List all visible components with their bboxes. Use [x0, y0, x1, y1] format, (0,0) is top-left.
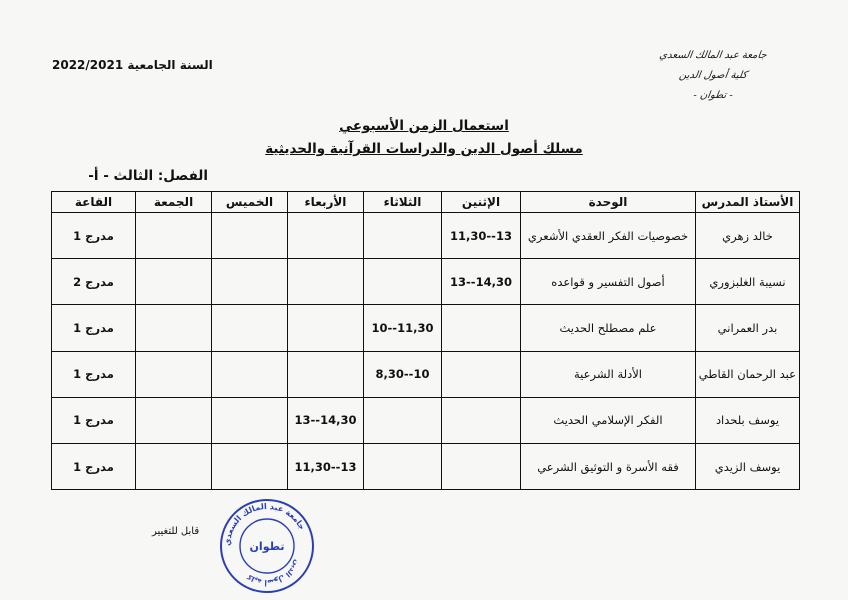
cell-wednesday: [288, 213, 364, 259]
column-header-wednesday: الأربعاء: [288, 192, 364, 213]
column-header-monday: الإثنين: [442, 192, 521, 213]
column-header-unit: الوحدة: [521, 192, 696, 213]
stamp-center-text: تطوان: [249, 540, 285, 553]
cell-friday: [136, 443, 212, 489]
cell-monday: [442, 351, 521, 397]
column-header-teacher: الأستاذ المدرس: [696, 192, 800, 213]
cell-thursday: [212, 259, 288, 305]
table-row: [52, 351, 800, 397]
cell-unit: خصوصيات الفكر العقدي الأشعري: [521, 213, 696, 259]
cell-wednesday: [288, 305, 364, 351]
handwritten-line-faculty: كلية أصول الدين: [678, 70, 748, 81]
cell-friday: [136, 351, 212, 397]
table-row: [52, 259, 800, 305]
page-title: استعمال الزمن الأسبوعي: [339, 118, 509, 134]
cell-unit: أصول التفسير و قواعده: [521, 259, 696, 305]
column-header-hall: القاعة: [52, 192, 136, 213]
cell-monday: 11,30--13: [442, 213, 521, 259]
cell-unit: الأدلة الشرعية: [521, 351, 696, 397]
cell-thursday: [212, 397, 288, 443]
column-header-friday: الجمعة: [136, 192, 212, 213]
academic-year: السنة الجامعية 2022/2021: [52, 58, 213, 72]
cell-thursday: [212, 443, 288, 489]
column-header-tuesday: الثلاثاء: [364, 192, 442, 213]
handwritten-line-city: - تطوان -: [692, 90, 734, 101]
cell-unit: الفكر الإسلامي الحديث: [521, 397, 696, 443]
cell-monday: [442, 443, 521, 489]
cell-teacher: يوسف بلحداد: [696, 397, 800, 443]
table-row: [52, 443, 800, 489]
cell-friday: [136, 397, 212, 443]
table-row: [52, 213, 800, 259]
subject-to-change-note: قابل للتغيير: [152, 526, 200, 537]
cell-wednesday: 13--14,30: [288, 397, 364, 443]
cell-hall: مدرج 1: [52, 213, 136, 259]
faculty-stamp-icon: [214, 496, 320, 596]
table-header-row: [52, 192, 800, 213]
program-title: مسلك أصول الدين والدراسات القرآنية والحديثية: [265, 141, 583, 157]
cell-wednesday: [288, 351, 364, 397]
cell-thursday: [212, 305, 288, 351]
cell-wednesday: [288, 259, 364, 305]
cell-tuesday: 10--11,30: [364, 305, 442, 351]
cell-unit: فقه الأسرة و التوثيق الشرعي: [521, 443, 696, 489]
cell-tuesday: [364, 443, 442, 489]
cell-monday: [442, 305, 521, 351]
cell-wednesday: 11,30--13: [288, 443, 364, 489]
column-header-thursday: الخميس: [212, 192, 288, 213]
semester-label: الفصل: الثالث - أ-: [88, 168, 208, 184]
cell-teacher: عبد الرحمان القاطي: [696, 351, 800, 397]
stamp-outer-text: جامعة عبد المالك السعدي: [222, 501, 307, 547]
table-row: [52, 305, 800, 351]
cell-tuesday: [364, 259, 442, 305]
cell-thursday: [212, 351, 288, 397]
cell-hall: مدرج 1: [52, 351, 136, 397]
cell-thursday: [212, 213, 288, 259]
cell-teacher: نسيبة الغلبزوري: [696, 259, 800, 305]
cell-hall: مدرج 1: [52, 443, 136, 489]
cell-hall: مدرج 1: [52, 305, 136, 351]
cell-tuesday: [364, 397, 442, 443]
cell-hall: مدرج 1: [52, 397, 136, 443]
cell-tuesday: 8,30--10: [364, 351, 442, 397]
cell-friday: [136, 213, 212, 259]
cell-unit: علم مصطلح الحديث: [521, 305, 696, 351]
cell-monday: 13--14,30: [442, 259, 521, 305]
cell-teacher: خالد زهري: [696, 213, 800, 259]
handwritten-line-university: جامعة عبد المالك السعدي: [658, 50, 768, 61]
stamp-inner-text: كلية أصول الدين: [245, 558, 302, 587]
schedule-table: [51, 191, 800, 490]
cell-teacher: يوسف الزيدي: [696, 443, 800, 489]
cell-friday: [136, 305, 212, 351]
cell-friday: [136, 259, 212, 305]
cell-teacher: بدر العمراني: [696, 305, 800, 351]
cell-hall: مدرج 2: [52, 259, 136, 305]
cell-monday: [442, 397, 521, 443]
cell-tuesday: [364, 213, 442, 259]
table-row: [52, 397, 800, 443]
handwritten-institution: [638, 46, 788, 106]
